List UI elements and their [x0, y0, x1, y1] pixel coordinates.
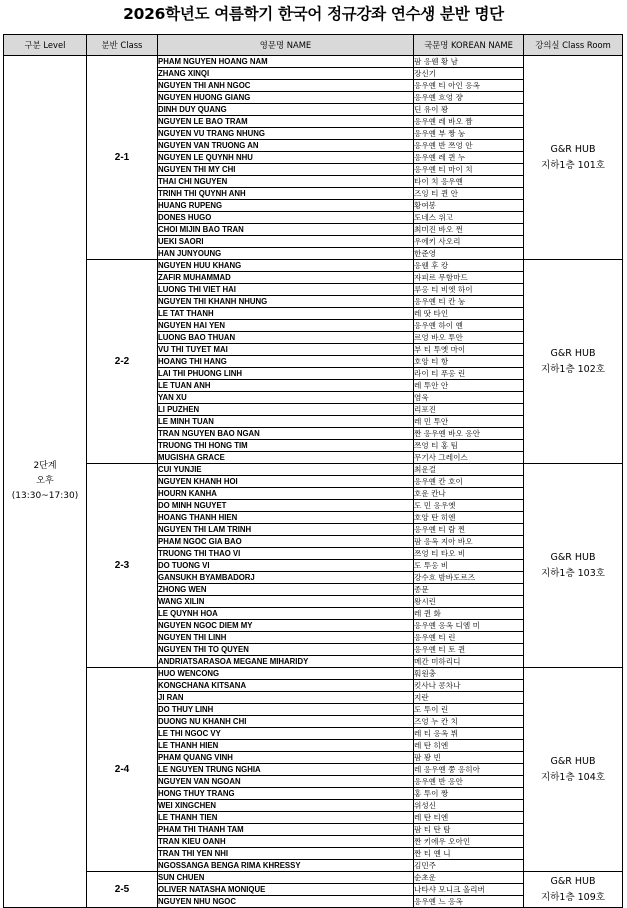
- korean-name-cell: 응우옌 하이 옌: [414, 320, 524, 332]
- korean-name-cell: 리포진: [414, 404, 524, 416]
- korean-name-cell: 홍 투이 짱: [414, 788, 524, 800]
- english-name-cell: LE NGUYEN TRUNG NGHIA: [158, 764, 414, 776]
- korean-name-cell: 응우옌 티 아인 응옥: [414, 80, 524, 92]
- korean-name-cell: 응우옌 느 응옥: [414, 896, 524, 908]
- english-name-cell: YAN XU: [158, 392, 414, 404]
- korean-name-cell: 나타샤 모니크 올리버: [414, 884, 524, 896]
- korean-name-cell: 강수흐 밤바도르즈: [414, 572, 524, 584]
- english-name-cell: NGUYEN VU TRANG NHUNG: [158, 128, 414, 140]
- header-korean-name: 국문명 KOREAN NAME: [414, 35, 524, 56]
- korean-name-cell: 킷사나 콩차나: [414, 680, 524, 692]
- english-name-cell: NGUYEN VAN NGOAN: [158, 776, 414, 788]
- korean-name-cell: 르엉 바오 투안: [414, 332, 524, 344]
- korean-name-cell: 짠 티 옌 니: [414, 848, 524, 860]
- korean-name-cell: 도 민 응우옛: [414, 500, 524, 512]
- korean-name-cell: 레 퀸 화: [414, 608, 524, 620]
- class-room-text: 지하1층 103호: [541, 567, 605, 579]
- class-room-text: G&R HUB: [550, 143, 596, 155]
- korean-name-cell: 도 투옹 비: [414, 560, 524, 572]
- korean-name-cell: 팜 응웬 황 남: [414, 56, 524, 68]
- korean-name-cell: 장신기: [414, 68, 524, 80]
- english-name-cell: ANDRIATSARASOA MEGANE MIHARIDY: [158, 656, 414, 668]
- korean-name-cell: 종문: [414, 584, 524, 596]
- english-name-cell: HONG THUY TRANG: [158, 788, 414, 800]
- korean-name-cell: 김민주: [414, 860, 524, 872]
- class-cell: 2-1: [87, 56, 158, 260]
- level-text: (13:30~17:30): [11, 491, 79, 501]
- korean-name-cell: 염욱: [414, 392, 524, 404]
- korean-name-cell: 메간 미하리디: [414, 656, 524, 668]
- korean-name-cell: 쯔엉 티 타오 비: [414, 548, 524, 560]
- english-name-cell: TRUONG THI HONG TIM: [158, 440, 414, 452]
- english-name-cell: TRINH THI QUYNH ANH: [158, 188, 414, 200]
- korean-name-cell: 짠 응우옌 바오 응안: [414, 428, 524, 440]
- korean-name-cell: 응우옌 반 쯔엉 안: [414, 140, 524, 152]
- english-name-cell: NGUYEN LE BAO TRAM: [158, 116, 414, 128]
- header-class: 분반 Class: [87, 35, 158, 56]
- table-row: [4, 668, 623, 680]
- english-name-cell: DO MINH NGUYET: [158, 500, 414, 512]
- english-name-cell: LI PUZHEN: [158, 404, 414, 416]
- table-header-row: [4, 35, 623, 56]
- english-name-cell: ZAFIR MUHAMMAD: [158, 272, 414, 284]
- english-name-cell: CHOI MIJIN BAO TRAN: [158, 224, 414, 236]
- english-name-cell: MUGISHA GRACE: [158, 452, 414, 464]
- korean-name-cell: 레 응우옌 쭝 응히아: [414, 764, 524, 776]
- roster-body: [4, 56, 623, 908]
- korean-name-cell: 호앙 티 항: [414, 356, 524, 368]
- english-name-cell: JI RAN: [158, 692, 414, 704]
- english-name-cell: NGUYEN THI MY CHI: [158, 164, 414, 176]
- english-name-cell: NGUYEN HUONG GIANG: [158, 92, 414, 104]
- english-name-cell: GANSUKH BYAMBADORJ: [158, 572, 414, 584]
- korean-name-cell: 응우옌 티 토 퀸: [414, 644, 524, 656]
- korean-name-cell: 최운걸: [414, 464, 524, 476]
- class-room-text: G&R HUB: [550, 551, 596, 563]
- korean-name-cell: 레 투안 안: [414, 380, 524, 392]
- korean-name-cell: 응우옌 레 퀸 누: [414, 152, 524, 164]
- class-cell: 2-5: [87, 872, 158, 908]
- korean-name-cell: 무기사 그레이스: [414, 452, 524, 464]
- english-name-cell: WEI XINGCHEN: [158, 800, 414, 812]
- korean-name-cell: 레 탄 티엔: [414, 812, 524, 824]
- english-name-cell: VU THI TUYET MAI: [158, 344, 414, 356]
- english-name-cell: CUI YUNJIE: [158, 464, 414, 476]
- korean-name-cell: 황여봉: [414, 200, 524, 212]
- english-name-cell: LE TUAN ANH: [158, 380, 414, 392]
- korean-name-cell: 짠 키에우 오아인: [414, 836, 524, 848]
- class-cell: 2-2: [87, 260, 158, 464]
- korean-name-cell: 레 탄 히엔: [414, 740, 524, 752]
- table-row: [4, 56, 623, 68]
- english-name-cell: NGUYEN THI LINH: [158, 632, 414, 644]
- english-name-cell: NGUYEN THI TO QUYEN: [158, 644, 414, 656]
- level-text: 2단계: [33, 461, 57, 471]
- english-name-cell: DONES HUGO: [158, 212, 414, 224]
- english-name-cell: TRAN NGUYEN BAO NGAN: [158, 428, 414, 440]
- korean-name-cell: 팜 티 탄 탐: [414, 824, 524, 836]
- korean-name-cell: 훠원충: [414, 668, 524, 680]
- korean-name-cell: 라이 티 푸옹 린: [414, 368, 524, 380]
- english-name-cell: KONGCHANA KITSANA: [158, 680, 414, 692]
- korean-name-cell: 루옹 티 비엣 하이: [414, 284, 524, 296]
- english-name-cell: HOURN KANHA: [158, 488, 414, 500]
- korean-name-cell: 응웬 후 캉: [414, 260, 524, 272]
- english-name-cell: NGUYEN THI KHANH NHUNG: [158, 296, 414, 308]
- english-name-cell: NGUYEN HUU KHANG: [158, 260, 414, 272]
- korean-name-cell: 쯔엉 티 홍 팀: [414, 440, 524, 452]
- class-room-text: G&R HUB: [550, 755, 596, 767]
- english-name-cell: TRAN KIEU OANH: [158, 836, 414, 848]
- english-name-cell: LE MINH TUAN: [158, 416, 414, 428]
- english-name-cell: TRAN THI YEN NHI: [158, 848, 414, 860]
- table-row: [4, 872, 623, 884]
- english-name-cell: HAN JUNYOUNG: [158, 248, 414, 260]
- korean-name-cell: 호앙 탄 히엔: [414, 512, 524, 524]
- english-name-cell: NGOSSANGA BENGA RIMA KHRESSY: [158, 860, 414, 872]
- english-name-cell: THAI CHI NGUYEN: [158, 176, 414, 188]
- english-name-cell: DO THUY LINH: [158, 704, 414, 716]
- english-name-cell: NGUYEN HAI YEN: [158, 320, 414, 332]
- class-room-cell: [524, 260, 623, 464]
- korean-name-cell: 우에키 사오리: [414, 236, 524, 248]
- class-room-cell: [524, 56, 623, 260]
- english-name-cell: PHAM NGOC GIA BAO: [158, 536, 414, 548]
- english-name-cell: NGUYEN LE QUYNH NHU: [158, 152, 414, 164]
- english-name-cell: WANG XILIN: [158, 596, 414, 608]
- english-name-cell: DINH DUY QUANG: [158, 104, 414, 116]
- korean-name-cell: 팜 꽝 빈: [414, 752, 524, 764]
- table-row: [4, 464, 623, 476]
- korean-name-cell: 즈잉 티 퀸 안: [414, 188, 524, 200]
- english-name-cell: LE THI NGOC VY: [158, 728, 414, 740]
- english-name-cell: LUONG BAO THUAN: [158, 332, 414, 344]
- class-room-cell: [524, 668, 623, 872]
- class-room-cell: [524, 872, 623, 908]
- header-class-room: 강의실 Class Room: [524, 35, 623, 56]
- korean-name-cell: 응우옌 흐엉 쟝: [414, 92, 524, 104]
- class-room-cell: [524, 464, 623, 668]
- class-room-text: G&R HUB: [550, 875, 596, 887]
- korean-name-cell: 응우옌 응옥 디엠 미: [414, 620, 524, 632]
- korean-name-cell: 응우옌 티 마이 치: [414, 164, 524, 176]
- english-name-cell: NGUYEN VAN TRUONG AN: [158, 140, 414, 152]
- korean-name-cell: 레 땃 타인: [414, 308, 524, 320]
- korean-name-cell: 응우옌 반 응안: [414, 776, 524, 788]
- class-room-text: 지하1층 104호: [541, 771, 605, 783]
- korean-name-cell: 위성신: [414, 800, 524, 812]
- document-title: 2026학년도 여름학기 한국어 정규강좌 연수생 분반 명단: [123, 5, 504, 23]
- english-name-cell: LE THANH TIEN: [158, 812, 414, 824]
- english-name-cell: NGUYEN KHANH HOI: [158, 476, 414, 488]
- korean-name-cell: 즈엉 누 칸 치: [414, 716, 524, 728]
- english-name-cell: NGUYEN THI LAM TRINH: [158, 524, 414, 536]
- english-name-cell: LUONG THI VIET HAI: [158, 284, 414, 296]
- korean-name-cell: 지란: [414, 692, 524, 704]
- class-cell: 2-3: [87, 464, 158, 668]
- class-room-text: G&R HUB: [550, 347, 596, 359]
- header-level: 구분 Level: [4, 35, 87, 56]
- korean-name-cell: 최미진 바오 쩐: [414, 224, 524, 236]
- english-name-cell: ZHANG XINQI: [158, 68, 414, 80]
- korean-name-cell: 왕시린: [414, 596, 524, 608]
- english-name-cell: TRUONG THI THAO VI: [158, 548, 414, 560]
- korean-name-cell: 레 티 응옥 뷔: [414, 728, 524, 740]
- english-name-cell: PHAM NGUYEN HOANG NAM: [158, 56, 414, 68]
- korean-name-cell: 응우옌 티 칸 눙: [414, 296, 524, 308]
- english-name-cell: LE THANH HIEN: [158, 740, 414, 752]
- table-row: [4, 260, 623, 272]
- korean-name-cell: 응우옌 부 짱 눙: [414, 128, 524, 140]
- english-name-cell: LE QUYNH HOA: [158, 608, 414, 620]
- korean-name-cell: 레 민 투안: [414, 416, 524, 428]
- english-name-cell: PHAM THI THANH TAM: [158, 824, 414, 836]
- english-name-cell: HOANG THANH HIEN: [158, 512, 414, 524]
- level-cell: [4, 56, 87, 908]
- english-name-cell: HOANG THI HANG: [158, 356, 414, 368]
- english-name-cell: NGUYEN NHU NGOC: [158, 896, 414, 908]
- korean-name-cell: 응우옌 티 람 찐: [414, 524, 524, 536]
- class-room-text: 지하1층 109호: [541, 891, 605, 903]
- english-name-cell: NGUYEN NGOC DIEM MY: [158, 620, 414, 632]
- korean-name-cell: 자피르 무함마드: [414, 272, 524, 284]
- english-name-cell: LAI THI PHUONG LINH: [158, 368, 414, 380]
- korean-name-cell: 팜 응옥 지아 바오: [414, 536, 524, 548]
- class-room-text: 지하1층 102호: [541, 363, 605, 375]
- korean-name-cell: 응우옌 칸 호이: [414, 476, 524, 488]
- english-name-cell: ZHONG WEN: [158, 584, 414, 596]
- class-roster-table: [3, 34, 623, 908]
- class-room-text: 지하1층 101호: [541, 159, 605, 171]
- english-name-cell: PHAM QUANG VINH: [158, 752, 414, 764]
- english-name-cell: SUN CHUEN: [158, 872, 414, 884]
- english-name-cell: OLIVER NATASHA MONIQUE: [158, 884, 414, 896]
- korean-name-cell: 응우옌 레 바오 짬: [414, 116, 524, 128]
- english-name-cell: HUANG RUPENG: [158, 200, 414, 212]
- korean-name-cell: 순초운: [414, 872, 524, 884]
- korean-name-cell: 부 티 투옛 마이: [414, 344, 524, 356]
- class-cell: 2-4: [87, 668, 158, 872]
- korean-name-cell: 도 투이 린: [414, 704, 524, 716]
- header-english-name: 영문명 NAME: [158, 35, 414, 56]
- english-name-cell: NGUYEN THI ANH NGOC: [158, 80, 414, 92]
- english-name-cell: HUO WENCONG: [158, 668, 414, 680]
- level-text: 오후: [36, 476, 54, 486]
- korean-name-cell: 딘 유이 꽝: [414, 104, 524, 116]
- korean-name-cell: 한준영: [414, 248, 524, 260]
- english-name-cell: DO TUONG VI: [158, 560, 414, 572]
- english-name-cell: UEKI SAORI: [158, 236, 414, 248]
- korean-name-cell: 도네스 위고: [414, 212, 524, 224]
- korean-name-cell: 타이 치 응우옌: [414, 176, 524, 188]
- korean-name-cell: 호운 칸나: [414, 488, 524, 500]
- korean-name-cell: 응우옌 티 린: [414, 632, 524, 644]
- english-name-cell: LE TAT THANH: [158, 308, 414, 320]
- english-name-cell: DUONG NU KHANH CHI: [158, 716, 414, 728]
